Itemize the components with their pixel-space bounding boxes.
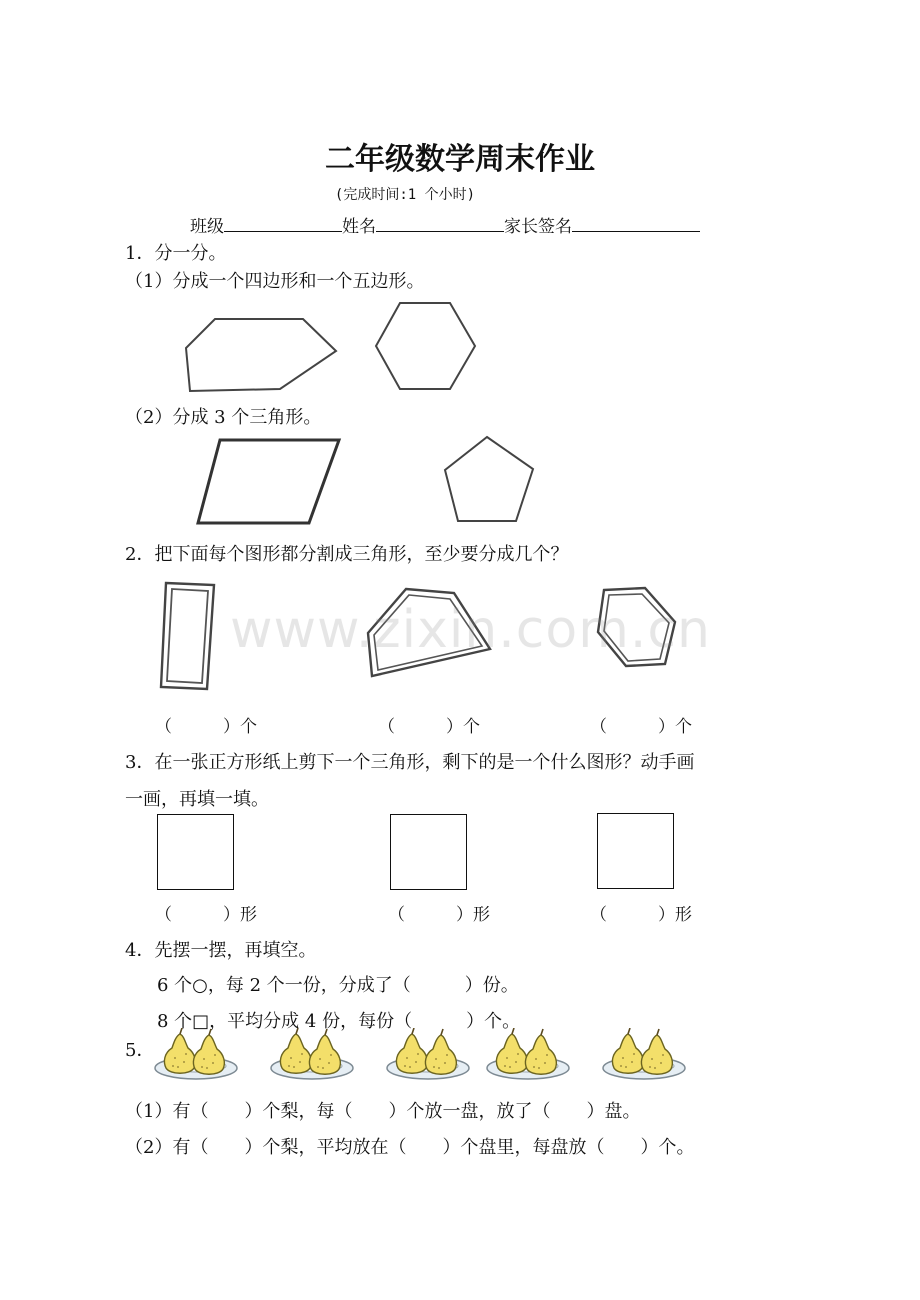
q2-rectangle — [152, 577, 224, 697]
q3-square-2[interactable] — [390, 814, 467, 890]
pear-icon — [612, 1028, 643, 1073]
q5-line2: （2）有（ ）个梨，平均放在（ ）个盘里，每盘放（ ）个。 — [125, 1137, 695, 1158]
q4-line1: 6 个○，每 2 个一份，分成了（ ）份。 — [157, 975, 519, 996]
student-info-row — [190, 212, 700, 237]
q2-answer-2[interactable]: （ ）个 — [378, 717, 480, 737]
pear-icon — [309, 1029, 340, 1074]
q5-line1: （1）有（ ）个梨，每（ ）个放一盘，放了（ ）盘。 — [125, 1101, 641, 1122]
q3-square-1[interactable] — [157, 814, 234, 890]
watermark: www.zixin.com.cn — [230, 600, 711, 660]
q1-parallelogram — [190, 432, 350, 530]
pear-icon — [496, 1028, 527, 1073]
parent-signature-label: 家长签名 — [504, 217, 572, 237]
q3-square-3[interactable] — [597, 813, 674, 889]
pear-icon — [396, 1028, 427, 1073]
q1-part1: （1）分成一个四边形和一个五边形。 — [125, 271, 425, 292]
pear-plates — [150, 1028, 700, 1084]
q3-line2: 一画，再填一填。 — [125, 789, 269, 810]
parent-signature-blank[interactable] — [572, 213, 700, 232]
q5-heading: 5． — [125, 1040, 155, 1061]
q4-line2: 8 个□，平均分成 4 份，每份（ ）个。 — [157, 1011, 521, 1032]
plate-4 — [487, 1028, 569, 1079]
q1-irregular-pentagon — [170, 305, 350, 400]
plate-5 — [603, 1028, 685, 1079]
q3-line1: 3．在一张正方形纸上剪下一个三角形，剩下的是一个什么图形？动手画 — [125, 752, 695, 773]
plate-1 — [155, 1028, 237, 1079]
q2-heading: 2．把下面每个图形都分割成三角形，至少要分成几个？ — [125, 544, 569, 565]
pear-icon — [193, 1029, 224, 1074]
pear-icon — [525, 1029, 556, 1074]
name-blank[interactable] — [376, 213, 504, 232]
completion-time: (完成时间:1 个小时) — [334, 187, 476, 203]
q1-heading: 1．分一分。 — [125, 243, 227, 264]
q3-answer-1[interactable]: （ ）形 — [155, 905, 257, 925]
q2-answer-1[interactable]: （ ）个 — [155, 717, 257, 737]
q2-answer-3[interactable]: （ ）个 — [590, 717, 692, 737]
plate-3 — [387, 1028, 469, 1079]
pear-icon — [425, 1029, 456, 1074]
q1-pentagon — [438, 430, 542, 528]
q3-answer-2[interactable]: （ ）形 — [388, 905, 490, 925]
class-blank[interactable] — [224, 213, 342, 232]
pear-icon — [641, 1029, 672, 1074]
pear-icon — [164, 1028, 195, 1073]
class-label: 班级 — [190, 217, 224, 237]
plate-2 — [271, 1028, 353, 1079]
name-label: 姓名 — [342, 217, 376, 237]
q3-answer-3[interactable]: （ ）形 — [590, 905, 692, 925]
pear-icon — [280, 1028, 311, 1073]
q1-part2: （2）分成 3 个三角形。 — [125, 407, 322, 428]
q1-hexagon — [366, 296, 486, 400]
page-title: 二年级数学周末作业 — [325, 142, 595, 177]
q4-heading: 4．先摆一摆，再填空。 — [125, 940, 317, 961]
